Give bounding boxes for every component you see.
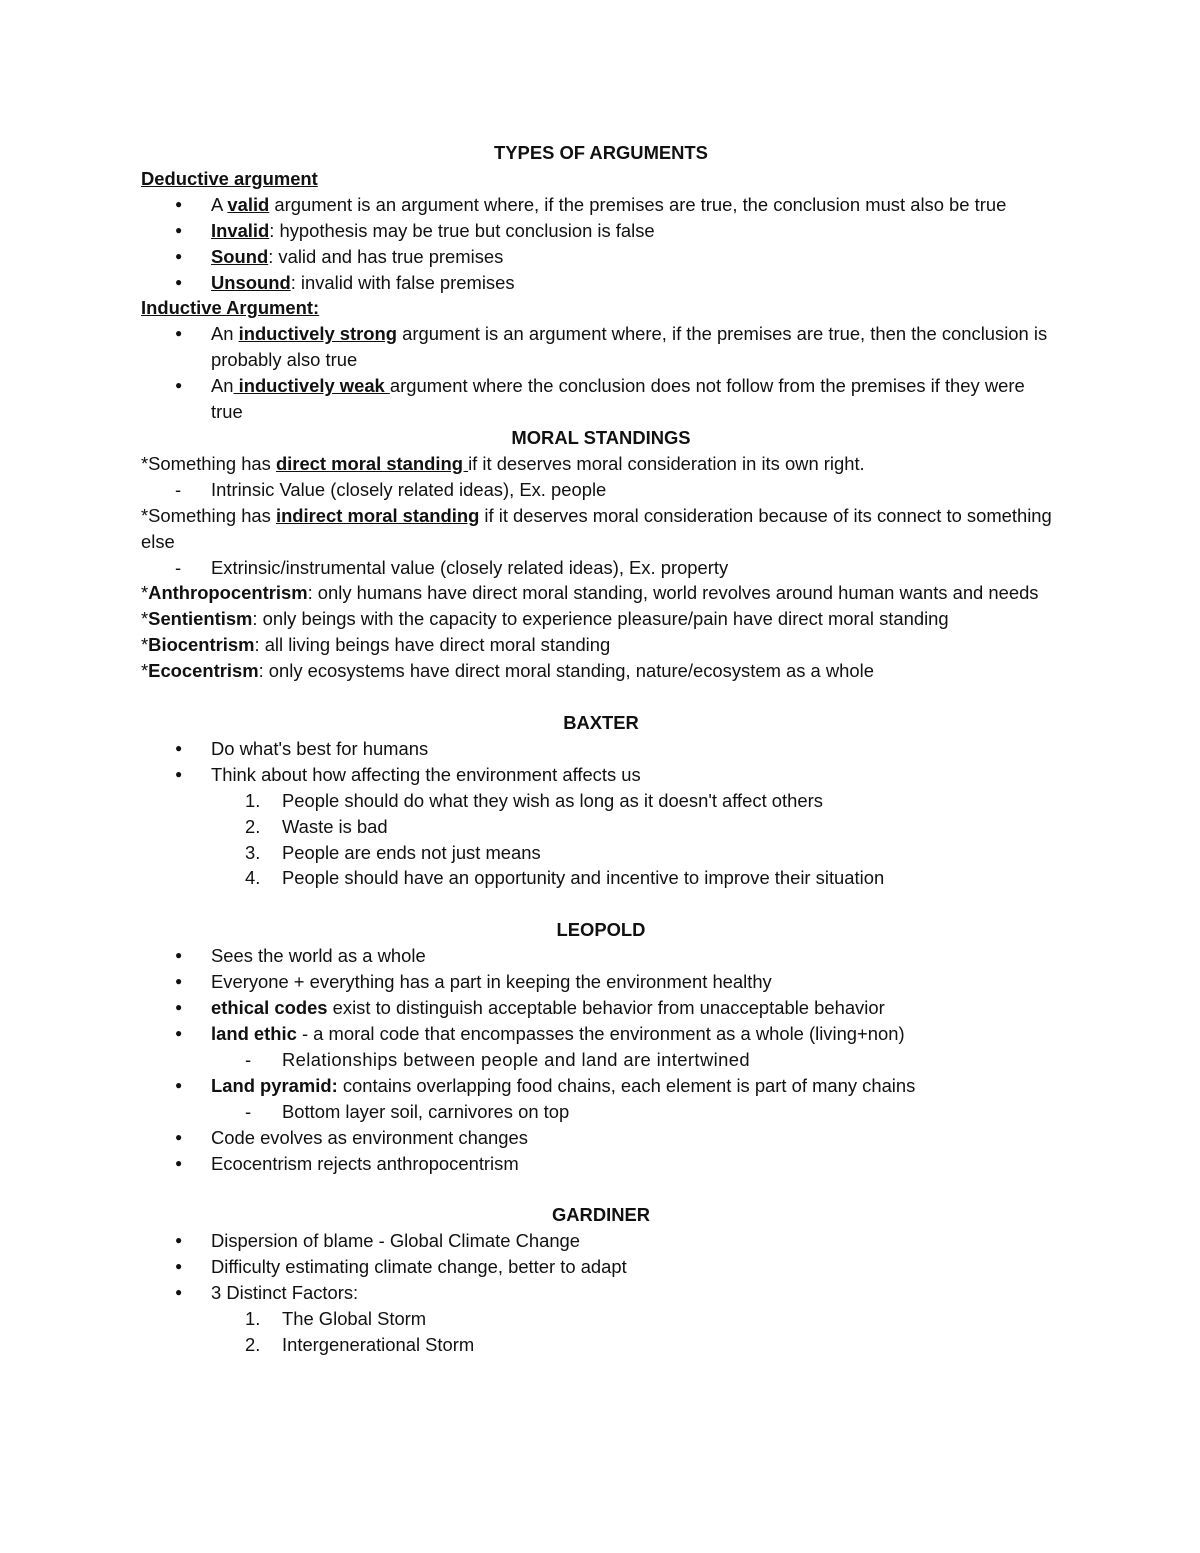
bullet-icon: ● — [175, 1077, 183, 1092]
bullet-icon: ● — [175, 248, 183, 263]
list-item: - Intrinsic Value (closely related ideas), Ex. people — [141, 477, 1061, 503]
list-item: ● Land pyramid: contains overlapping food chains, each element is part of many chains — [141, 1073, 1061, 1099]
spacer — [141, 684, 1061, 710]
list-item: ● Invalid: hypothesis may be true but conclusion is false — [141, 218, 1061, 244]
term-indirect-moral-standing: indirect moral standing — [275, 504, 480, 526]
number-marker: 4. — [245, 867, 261, 889]
term-direct-moral-standing: direct moral standing — [275, 452, 469, 474]
bullet-icon: ● — [175, 196, 183, 211]
number-marker: 1. — [245, 1308, 261, 1330]
section-title-baxter: BAXTER — [563, 712, 639, 734]
deductive-heading: Deductive argument — [141, 167, 318, 189]
bullet-icon: ● — [175, 1155, 183, 1170]
bullet-icon: ● — [175, 1259, 183, 1274]
list-item: ● Think about how affecting the environment affects us — [141, 762, 1061, 788]
list-item: ● Unsound: invalid with false premises — [141, 270, 1061, 296]
list-item: ● Sound: valid and has true premises — [141, 244, 1061, 270]
paragraph-direct-moral-standing: *Something has direct moral standing if it deserves moral consideration in its own right. — [141, 452, 865, 474]
list-item: ● Everyone + everything has a part in keeping the environment healthy — [141, 969, 1061, 995]
list-item: ● land ethic - a moral code that encompasses the environment as a whole (living+non) — [141, 1021, 1061, 1047]
spacer — [141, 1176, 1061, 1202]
list-item: - Extrinsic/instrumental value (closely related ideas), Ex. property — [141, 555, 1061, 581]
numbered-item: 3. People are ends not just means — [141, 840, 1061, 866]
list-item: ● A valid argument is an argument where, if the premises are true, the conclusion must also be true — [141, 192, 1061, 218]
numbered-item: 2. Waste is bad — [141, 814, 1061, 840]
definition-biocentrism: *Biocentrism: all living beings have direct moral standing — [141, 634, 611, 656]
bullet-icon: ● — [175, 274, 183, 289]
bullet-icon: ● — [175, 1285, 183, 1300]
numbered-item: 1. People should do what they wish as long as it doesn't affect others — [141, 788, 1061, 814]
bullet-icon: ● — [175, 1129, 183, 1144]
dash-marker: - — [245, 1048, 252, 1070]
list-item: ● Ecocentrism rejects anthropocentrism — [141, 1151, 1061, 1177]
list-item: ● An inductively weak argument where the conclusion does not follow from the premises if they were true — [175, 375, 1025, 423]
document-page — [141, 140, 1061, 1358]
list-item: ● 3 Distinct Factors: — [141, 1280, 1061, 1306]
inductive-heading: Inductive Argument: — [141, 297, 320, 319]
list-item: ● Code evolves as environment changes — [141, 1125, 1061, 1151]
bullet-icon: ● — [175, 974, 183, 989]
bullet-icon: ● — [175, 1233, 183, 1248]
bullet-icon: ● — [175, 1000, 183, 1015]
dash-marker: - — [175, 556, 182, 578]
list-item: ● Do what's best for humans — [141, 736, 1061, 762]
term-unsound: Unsound — [211, 271, 291, 293]
term-valid: valid — [227, 193, 270, 215]
number-marker: 2. — [245, 1333, 261, 1355]
number-marker: 1. — [245, 789, 261, 811]
list-item: ● Sees the world as a whole — [141, 943, 1061, 969]
list-item: - Bottom layer soil, carnivores on top — [141, 1099, 1061, 1125]
term-invalid: Invalid — [211, 219, 270, 241]
numbered-item: 1. The Global Storm — [141, 1306, 1061, 1332]
section-title-leopold: LEOPOLD — [556, 919, 646, 941]
definition-sentientism: *Sentientism: only beings with the capacity to experience pleasure/pain have direct moral standing — [141, 608, 949, 630]
definition-anthropocentrism: *Anthropocentrism: only humans have direct moral standing, world revolves around human wants and needs — [141, 582, 1039, 604]
list-item: ● An inductively strong argument is an argument where, if the premises are true, then the conclusion is probably also true — [175, 323, 1048, 371]
bullet-icon: ● — [175, 326, 183, 341]
bullet-icon: ● — [175, 948, 183, 963]
list-item: ● ethical codes exist to distinguish acceptable behavior from unacceptable behavior — [141, 995, 1061, 1021]
list-item: ● Difficulty estimating climate change, better to adapt — [141, 1254, 1061, 1280]
term-inductively-weak: inductively weak — [233, 375, 390, 397]
section-title-moral-standings: MORAL STANDINGS — [511, 426, 691, 448]
bullet-icon: ● — [175, 1026, 183, 1040]
list-item: ● Dispersion of blame - Global Climate Change — [141, 1228, 1061, 1254]
number-marker: 3. — [245, 841, 261, 863]
dash-marker: - — [175, 478, 182, 500]
term-sound: Sound — [211, 245, 269, 267]
bullet-icon: ● — [175, 740, 183, 755]
section-title-types-of-arguments: TYPES OF ARGUMENTS — [494, 142, 708, 163]
bullet-icon: ● — [175, 766, 183, 781]
paragraph-indirect-moral-standing: *Something has indirect moral standing if it deserves moral consideration because of its connect to something else — [141, 504, 1052, 552]
definition-ecocentrism: *Ecocentrism: only ecosystems have direct moral standing, nature/ecosystem as a whole — [141, 660, 874, 682]
number-marker: 2. — [245, 815, 261, 837]
spacer — [141, 891, 1061, 917]
bullet-icon: ● — [175, 378, 183, 393]
section-title-gardiner: GARDINER — [551, 1204, 651, 1226]
dash-marker: - — [245, 1100, 252, 1122]
term-inductively-strong: inductively strong — [238, 323, 397, 345]
numbered-item: 4. People should have an opportunity and incentive to improve their situation — [141, 865, 1061, 891]
numbered-item: 2. Intergenerational Storm — [141, 1332, 1061, 1358]
bullet-icon: ● — [175, 222, 183, 237]
list-item: - Relationships between people and land are intertwined — [141, 1047, 1061, 1073]
